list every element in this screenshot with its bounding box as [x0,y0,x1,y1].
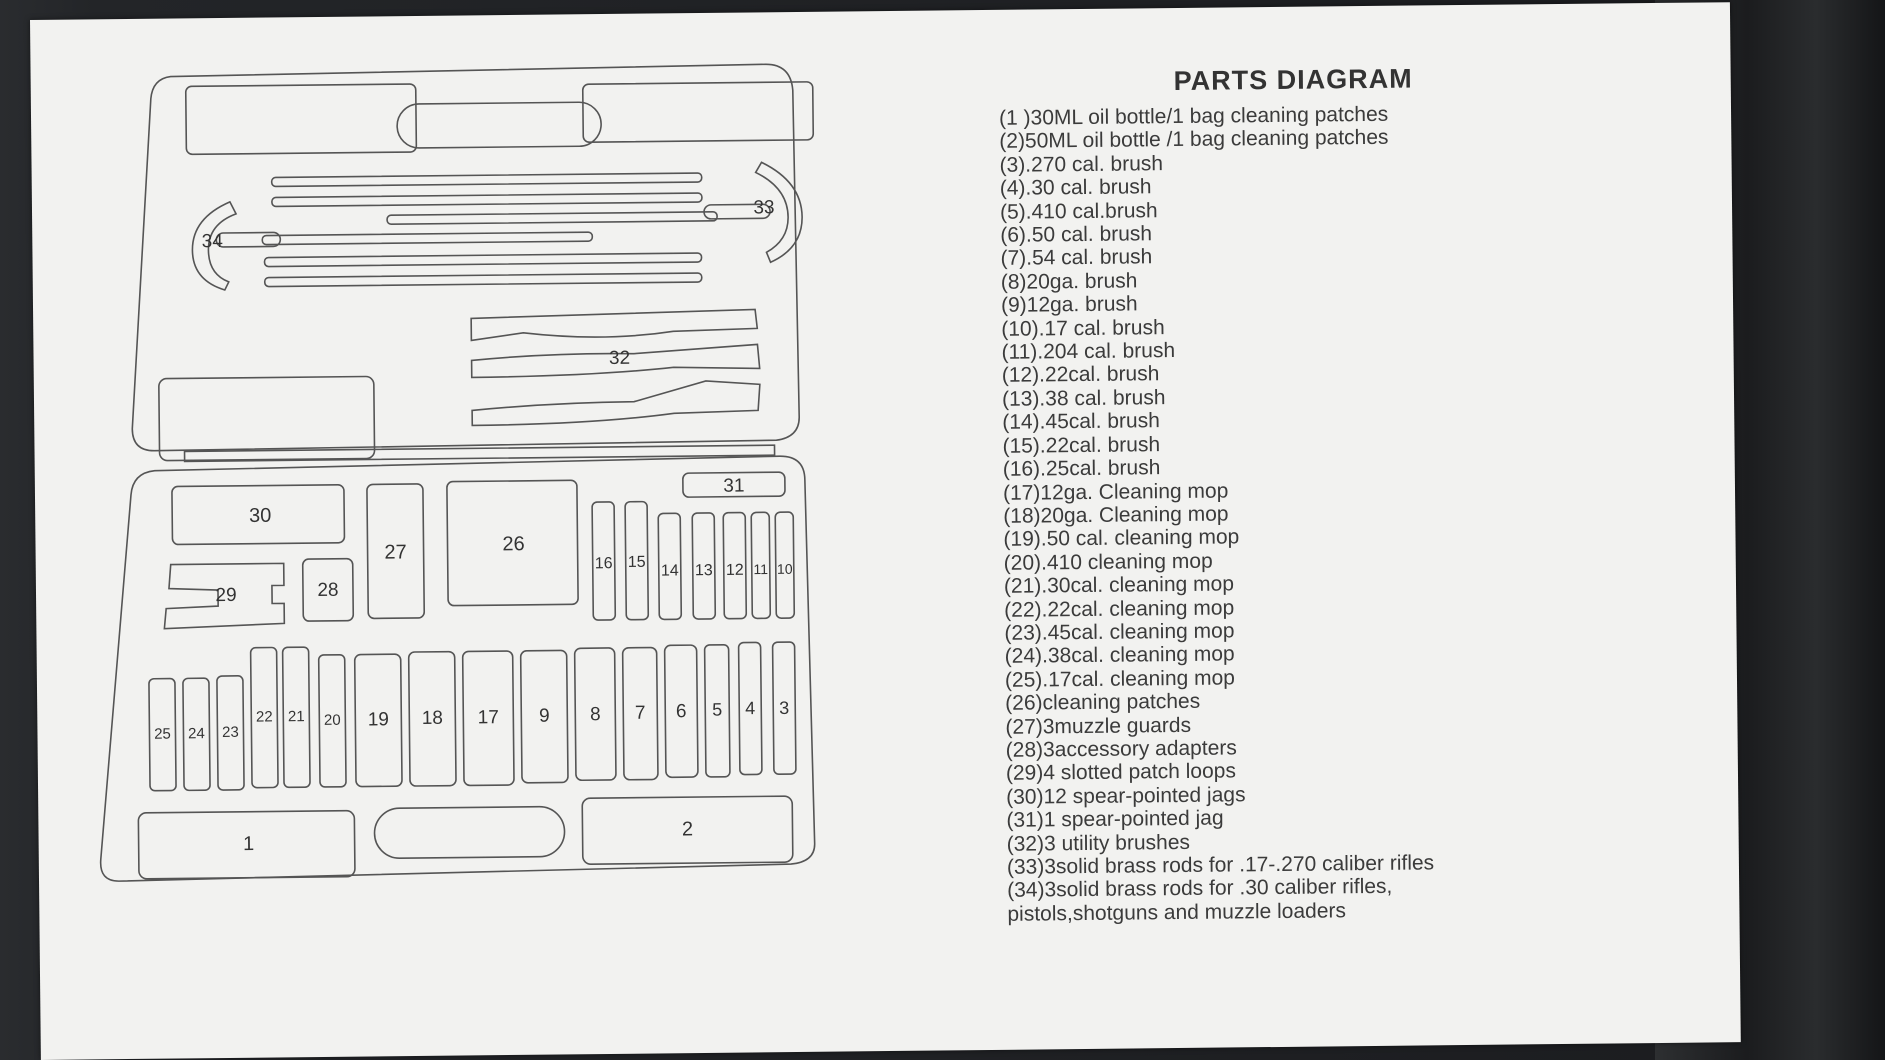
label-16: 16 [594,555,613,573]
label-17: 17 [477,707,500,729]
label-10: 10 [776,560,793,577]
slot-lid-middle [397,102,601,148]
parts-list-item: (7).54 cal. brush [1000,245,1153,271]
parts-list-item: (34)3solid brass rods for .30 caliber rifles, [1007,875,1393,903]
parts-list-item: (8)20ga. brush [1000,269,1138,294]
label-22: 22 [255,708,273,726]
label-5: 5 [712,699,723,720]
parts-list-item: (10).17 cal. brush [1001,315,1165,341]
rod-slot [272,173,702,187]
parts-legend [999,61,1708,927]
label-29: 29 [215,584,237,607]
label-26: 26 [502,533,525,556]
label-20: 20 [323,711,341,729]
label-32: 32 [608,347,631,369]
parts-list-item: (3).270 cal. brush [999,151,1164,177]
label-4: 4 [745,698,756,719]
label-34: 34 [201,231,224,253]
parts-list-item: (4).30 cal. brush [999,175,1152,201]
label-6: 6 [675,701,687,723]
slot-lid-right [583,82,814,142]
label-15: 15 [627,553,646,572]
parts-list-item: (31)1 spear-pointed jag [1006,806,1224,833]
parts-list-item: (5).410 cal.brush [999,198,1158,224]
parts-list-item: (26)cleaning patches [1005,689,1201,715]
label-11: 11 [753,561,769,578]
parts-list-item: (30)12 spear-pointed jags [1006,783,1246,809]
label-25: 25 [154,725,171,743]
parts-list-item: (19).50 cal. cleaning mop [1003,525,1240,552]
parts-list-item: (28)3accessory adapters [1005,736,1237,762]
label-24: 24 [188,725,205,743]
label-7: 7 [634,702,646,724]
label-3: 3 [779,697,790,718]
label-23: 23 [222,723,239,741]
rod-slot [387,212,717,224]
rod-slot [272,193,702,207]
parts-list-item: (20).410 cleaning mop [1003,549,1213,575]
parts-list-item: (18)20ga. Cleaning mop [1003,502,1229,528]
label-31: 31 [723,475,745,497]
base-tray-outline [96,456,815,881]
parts-list-item: (21).30cal. cleaning mop [1003,572,1235,598]
parts-list-item: (1 )30ML oil bottle/1 bag cleaning patches [998,102,1389,130]
parts-list-item: (2)50ML oil bottle /1 bag cleaning patches [999,126,1389,154]
rod-slot [262,232,592,244]
parts-list-item: (9)12ga. brush [1000,292,1138,318]
case-layout-diagram [30,11,941,1060]
parts-list-item: (14).45cal. brush [1002,409,1160,435]
parts-list-item: (33)3solid brass rods for .17-.270 caliber rifles [1006,851,1435,879]
utility-brush-32 [472,380,760,425]
label-33: 33 [753,197,775,219]
rod-slot [265,273,702,287]
slot-bottom-middle [374,806,565,858]
parts-list-item: (12).22cal. brush [1001,362,1160,388]
label-19: 19 [367,709,390,731]
parts-list-item: (24).38cal. cleaning mop [1004,642,1235,669]
label-9: 9 [538,705,550,727]
label-18: 18 [421,707,444,729]
parts-list-item: (29)4 slotted patch loops [1005,759,1237,786]
label-13: 13 [694,562,713,580]
parts-list-item: (17)12ga. Cleaning mop [1002,478,1229,505]
parts-list-item: (23).45cal. cleaning mop [1004,619,1235,645]
parts-list-item: (16).25cal. brush [1002,456,1161,481]
parts-list-item: (27)3muzzle guards [1005,713,1192,739]
slot-lid-left [186,84,417,154]
lid-tray-outline [129,64,800,451]
label-14: 14 [660,562,679,580]
label-12: 12 [725,561,744,579]
parts-list-item: (11).204 cal. brush [1001,339,1176,364]
utility-brush-32 [471,309,757,340]
parts-list [999,100,1708,927]
label-8: 8 [589,704,601,726]
diagram-number-labels [149,197,796,856]
label-30: 30 [248,504,272,528]
label-1: 1 [242,832,255,856]
parts-sheet [30,2,1741,1060]
rod-slot [265,253,702,267]
label-21: 21 [287,708,305,726]
parts-list-item: (22).22cal. cleaning mop [1004,595,1235,622]
parts-list-item: (25).17cal. cleaning mop [1004,666,1236,692]
parts-list-item: pistols,shotguns and muzzle loaders [1007,899,1347,926]
parts-list-item: (32)3 utility brushes [1006,830,1191,856]
label-27: 27 [384,541,407,564]
label-2: 2 [681,818,694,841]
parts-diagram-title: PARTS DIAGRAM [1173,63,1413,97]
parts-list-item: (6).50 cal. brush [1000,222,1153,247]
parts-list-item: (15).22cal. brush [1002,432,1161,458]
parts-list-item: (13).38 cal. brush [1001,386,1166,411]
label-28: 28 [317,579,339,602]
